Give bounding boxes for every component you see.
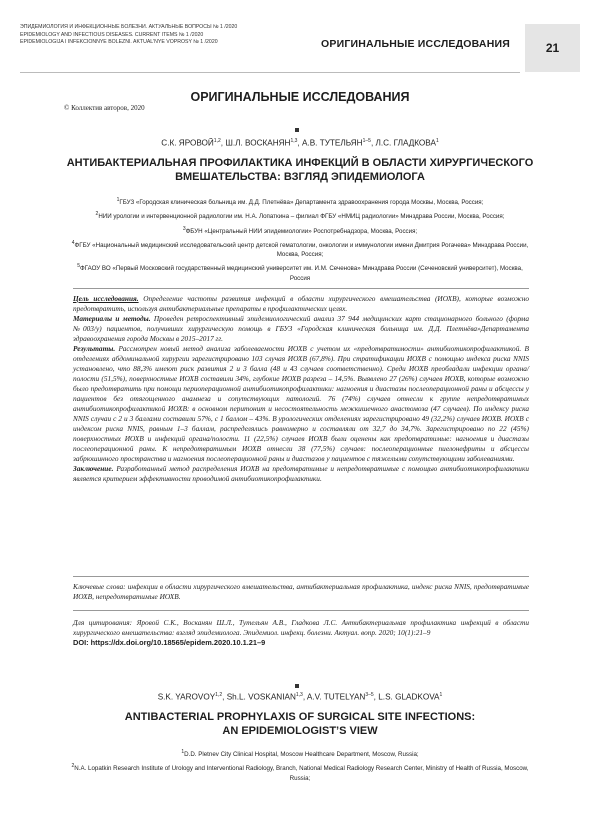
header-divider: [20, 72, 520, 73]
author-name: Л.С. ГЛАДКОВА: [375, 138, 436, 148]
title-line: АНТИБАКТЕРИАЛЬНАЯ ПРОФИЛАКТИКА ИНФЕКЦИЙ В ОБЛАСТИ ХИРУРГИЧЕСКОГО: [66, 157, 534, 169]
keywords-text: инфекции в области хирургического вмешательства, антибактериальная профилактика, индекс риска NNIS, предотвратимые ИОХВ, непредотвратимые ИОХВ.: [73, 582, 530, 601]
author-name: S.K. YAROVOY: [157, 692, 216, 702]
page-number: 21: [525, 24, 580, 72]
abstract-top-rule: [73, 288, 529, 289]
article-title-ru: [40, 156, 560, 184]
abstract-ru: [73, 294, 529, 484]
author-sup: 1,3: [290, 138, 298, 144]
running-header: [20, 24, 580, 72]
affiliation: $^4$ФГБУ «Национальный медицинский исследовательский центр детской гематологии, онкологии и иммунологии имени Дмитрия Рогачева» Минздрава России, Москва, Россия;: [71, 239, 529, 259]
citation-label: Для цитирования:: [73, 618, 133, 627]
affiliations-en: [70, 748, 530, 786]
separator-square: [295, 684, 299, 688]
affiliation: $^1$D.D. Pletnev City Clinical Hospital, Moscow Healthcare Department, Moscow, Russia;: [181, 749, 419, 759]
title-line: ВМЕШАТЕЛЬСТВА: ВЗГЛЯД ЭПИДЕМИОЛОГА: [175, 171, 425, 183]
citation-text: Яровой С.К., Восканян Ш.Л., Тутельян А.В., Гладкова Л.С. Антибактериальная профилактика инфекций в области хирургического вмешательства: взгляд эпидемиолога. Эпидемиол. инфекц. болезни. Актуал. вопр. 2020; 10(1):21–9: [73, 618, 529, 637]
keywords-label: Ключевые слова:: [73, 582, 126, 591]
abstract-results: Результаты. Рассмотрен новый метод анализа заболеваемости ИОХВ с учетом их «предотвратимости» антибиотикопрофилактикой. В отделениях абдоминальной хирургии зарегистрировано 103 случая ИОХВ (67,8%). При стратификации ИОХВ с помощью индекса риска NNIS установлено, что 88,3% имеют риск развития 2 и 3 балла (48 и 43 случаев соответственно). Среди ИОХВ преобладали инфекции органа/полости (51,5%), поверхностные ИОХВ составили 34%, глубокие ИОХВ разреза – 14,5%. Выявлено 27 (26%) случаев ИОХВ, которые возможно было предотвратить при помощи периоперационной антибиотикопрофилактики: нагноения и диастазы послеоперационной раны и абсцессы у пациентов без отягощенного анамнеза и сопутствующих патологий. 76 (74%) случаев отнесли к группе непредотвратимых антибиотикопрофилактикой ИОХВ: в основном перитонит и несостоятельность межкишечного анастомоза (47 случаев). По индексу риска NNIS случаи с 2 и 3 баллами составили 57%, с 1 баллом – 43%. В урологических отделениях зарегистрировано 49 (32,2%) случаев ИОХВ. ИОХВ с индексом риска NNIS, равным 1–3 баллам, распределялись равномерно и составляли от 32,7 до 34,7%. Зарегистрировано по 22 (45%) поверхностных ИОХВ и инфекций органа/полости. 11 (22,5%) случаев ИОХВ были оценены как предотвратимые: нагноения и диастазы послеоперационной раны. К непредотвратимым ИОХВ отнесли 38 (77,5%) случаев: послеоперационные пиелонефриты и абсцессы забрюшинного пространства и нагноения послеоперационной раны и диастазов у пациентов с тяжелыми сопутствующими заболеваниями.: [73, 344, 529, 463]
author-sup: 1,2: [213, 138, 221, 144]
author-name: A.V. TUTELYAN: [306, 692, 366, 702]
journal-meta: [20, 24, 320, 47]
author-sup: 1: [439, 692, 443, 698]
journal-meta-line: ЭПИДЕМИОЛОГИЯ И ИНФЕКЦИОННЫЕ БОЛЕЗНИ. АКТУАЛЬНЫЕ ВОПРОСЫ № 1 /2020: [20, 24, 238, 30]
title-line: ANTIBACTERIAL PROPHYLAXIS OF SURGICAL SITE INFECTIONS:: [124, 711, 476, 723]
author-name: Ш.Л. ВОСКАНЯН: [225, 138, 291, 148]
author-name: А.В. ТУТЕЛЬЯН: [301, 138, 363, 148]
author-name: L.S. GLADKOVA: [378, 692, 440, 702]
author-name: Sh.L. VOSKANIAN: [226, 692, 296, 702]
affiliation: $^2$НИИ урологии и интервенционной радиологии им. Н.А. Лопаткина – филиал ФГБУ «НМИЦ радиологии» Минздрава России, Москва, Россия;: [95, 211, 505, 221]
abstract-aim: Цель исследования. Определение частоты развития инфекций в области хирургического вмешательства (ИОХВ), которые возможно предотвратить, используя антибактериальные препараты в профилактических целях.: [73, 294, 530, 313]
author-name: С.К. ЯРОВОЙ: [161, 138, 214, 148]
affiliation: $^5$ФГАОУ ВО «Первый Московский государственный медицинский университет им. И.М. Сеченова» Минздрава России (Сеченовский университет), Москва, Россия: [77, 263, 523, 282]
article-title-en: [40, 710, 560, 738]
affiliation: $^3$ФБУН «Центральный НИИ эпидемиологии» Роспотребнадзора, Москва, Россия;: [182, 225, 418, 235]
abstract-methods: Материалы и методы. Проведен ретроспективный эпидемиологический анализ 37 944 медицинских карт стационарного больного (форма №003/у) пациентов, получивших хирургическую помощь в ГБУЗ «Городская клиническая больница им. Д.Д. Плетнёва»Департамента здравоохранения города Москвы в 2015–2017 гг.: [73, 314, 529, 343]
author-sup: 1,3: [295, 692, 303, 698]
doi-link[interactable]: DOI: https://dx.doi.org/10.18565/epidem.2020.10.1.21–9: [73, 638, 266, 647]
separator-square: [295, 128, 299, 132]
affiliations-ru: [70, 196, 530, 286]
header-section-label: ОРИГИНАЛЬНЫЕ ИССЛЕДОВАНИЯ: [321, 38, 510, 50]
authors-en: S.K. YAROVOY$^{1,2}$, Sh.L. VOSKANIAN$^{1,3}$, A.V. TUTELYAN$^{3-5}$, L.S. GLADKOVA$^1$: [157, 692, 443, 702]
keywords: [73, 582, 529, 602]
affiliation: $^1$ГБУЗ «Городская клиническая больница им. Д.Д. Плетнёва» Департамента здравоохранения города Москвы, Москва, Россия;: [116, 197, 484, 207]
authors-ru: С.К. ЯРОВОЙ$^{1,2}$, Ш.Л. ВОСКАНЯН$^{1,3}$, А.В. ТУТЕЛЬЯН$^{1-5}$, Л.С. ГЛАДКОВА$^1$: [161, 138, 439, 148]
title-line: AN EPIDEMIOLOGIST’S VIEW: [222, 725, 378, 737]
citation-rule: [73, 610, 529, 611]
copyright: © Коллектив авторов, 2020: [64, 104, 145, 112]
journal-meta-line: EPIDEMIOLOGY AND INFECTIOUS DISEASES. CURRENT ITEMS № 1 /2020: [20, 31, 204, 38]
author-sup: 1–5: [362, 138, 371, 144]
abstract-conclusion: Заключение. Разработанный метод распределения ИОХВ на предотвратимые и непредотвратимые с помощью антибиотикопрофилактики является критерием эффективности проводимой антибиотикопрофилактики.: [73, 464, 530, 483]
author-sup: 1: [435, 138, 439, 144]
author-sup: 3–5: [365, 692, 374, 698]
citation: [73, 618, 529, 648]
author-sup: 1,2: [215, 692, 223, 698]
affiliation: $^2$N.A. Lopatkin Research Institute of Urology and Interventional Radiology, Branch, National Medical Radiology Research Center, Ministry of Health of Russia, Moscow, Russia;: [71, 763, 529, 782]
journal-meta-line: EPIDEMIOLOGIJA I INFEKCIONNYE BOLEZNI. AKTUAL'NYE VOPROSY № 1 /2020: [20, 39, 218, 45]
section-title: ОРИГИНАЛЬНЫЕ ИССЛЕДОВАНИЯ: [190, 90, 410, 104]
keywords-rule: [73, 576, 529, 577]
